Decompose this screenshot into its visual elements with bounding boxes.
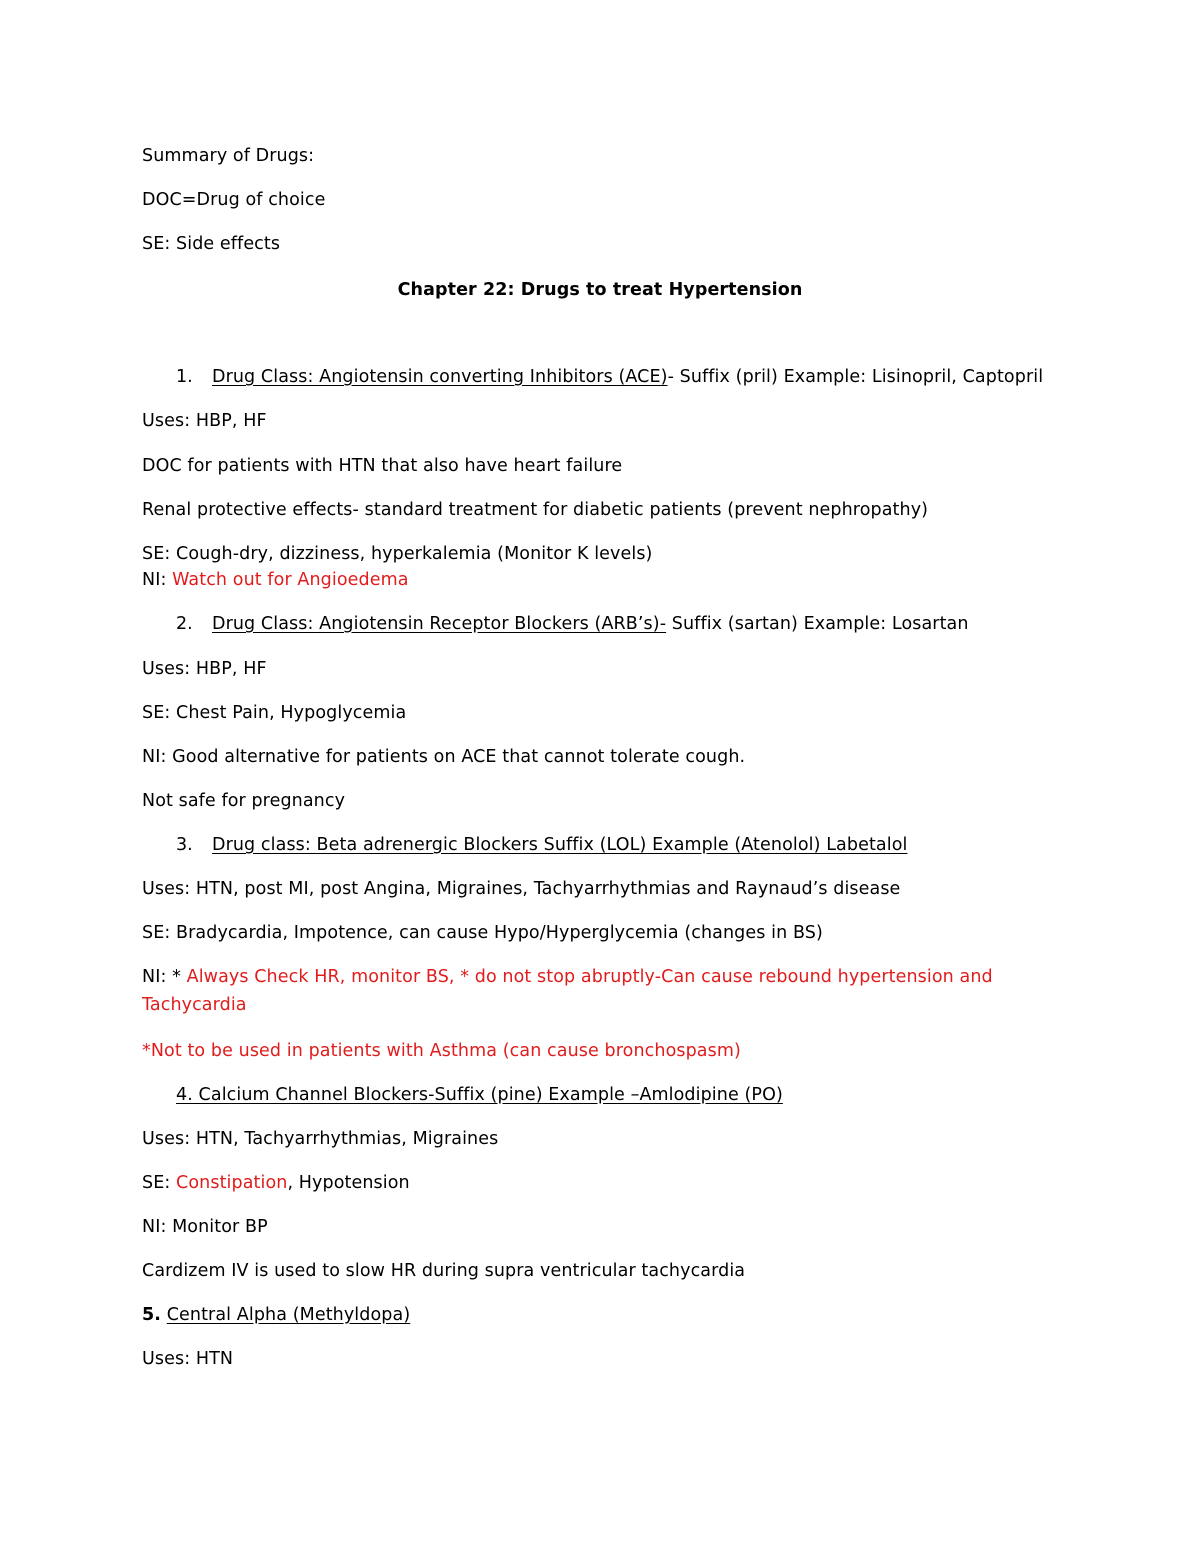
ace-renal: Renal protective effects- standard treatment for diabetic patients (prevent nephropathy) xyxy=(142,500,929,520)
item-1-tail: - Suffix (pril) Example: Lisinopril, Captopril xyxy=(667,367,1044,387)
beta-ni-warning-cont: Tachycardia xyxy=(142,995,247,1015)
ace-ni xyxy=(142,569,409,591)
chapter-title: Chapter 22: Drugs to treat Hypertension xyxy=(397,280,803,300)
ace-uses: Uses: HBP, HF xyxy=(142,411,267,431)
beta-ni-prefix: NI: * xyxy=(142,967,187,987)
item-3-number: 3. xyxy=(176,835,193,855)
arb-ni: NI: Good alternative for patients on ACE that cannot tolerate cough. xyxy=(142,747,746,767)
ccb-cardizem: Cardizem IV is used to slow HR during supra ventricular tachycardia xyxy=(142,1261,746,1281)
beta-uses: Uses: HTN, post MI, post Angina, Migraines, Tachyarrhythmias and Raynaud’s disease xyxy=(142,879,901,899)
se-definition: SE: Side effects xyxy=(142,234,281,254)
ccb-se-tail: , Hypotension xyxy=(287,1173,410,1193)
item-2-class-label: Drug Class: Angiotensin Receptor Blockers (ARB’s)- xyxy=(212,614,667,634)
item-4-heading: 4. Calcium Channel Blockers-Suffix (pine) Example –Amlodipine (PO) xyxy=(176,1085,783,1105)
item-5-class-label: Central Alpha (Methyldopa) xyxy=(166,1305,411,1325)
item-3-class-label: Drug class: Beta adrenergic Blockers Suffix (LOL) Example (Atenolol) Labetalol xyxy=(212,835,908,855)
doc-definition: DOC=Drug of choice xyxy=(142,190,326,210)
item-5-heading xyxy=(142,1304,410,1326)
ace-doc: DOC for patients with HTN that also have heart failure xyxy=(142,456,623,476)
ccb-se-constipation: Constipation xyxy=(176,1173,288,1193)
ccb-uses: Uses: HTN, Tachyarrhythmias, Migraines xyxy=(142,1129,499,1149)
arb-se: SE: Chest Pain, Hypoglycemia xyxy=(142,703,407,723)
ace-ni-prefix: NI: xyxy=(142,570,173,590)
summary-heading: Summary of Drugs: xyxy=(142,146,315,166)
ccb-se-prefix: SE: xyxy=(142,1173,177,1193)
beta-asthma-warning: *Not to be used in patients with Asthma (can cause bronchospasm) xyxy=(142,1041,741,1061)
beta-se: SE: Bradycardia, Impotence, can cause Hypo/Hyperglycemia (changes in BS) xyxy=(142,923,823,943)
item-2-tail: Suffix (sartan) Example: Losartan xyxy=(666,614,969,634)
item-1-class-label: Drug Class: Angiotensin converting Inhibitors (ACE) xyxy=(212,367,668,387)
alpha-uses: Uses: HTN xyxy=(142,1349,234,1369)
arb-pregnancy: Not safe for pregnancy xyxy=(142,791,346,811)
ace-se: SE: Cough-dry, dizziness, hyperkalemia (Monitor K levels) xyxy=(142,544,653,564)
ace-ni-warning: Watch out for Angioedema xyxy=(172,570,409,590)
item-1-number: 1. xyxy=(176,367,193,387)
arb-uses: Uses: HBP, HF xyxy=(142,659,267,679)
item-1-heading xyxy=(212,366,1043,388)
beta-ni-warning: Always Check HR, monitor BS, * do not stop abruptly-Can cause rebound hypertension and xyxy=(186,967,993,987)
ccb-ni: NI: Monitor BP xyxy=(142,1217,268,1237)
item-2-heading xyxy=(212,613,969,635)
item-2-number: 2. xyxy=(176,614,193,634)
item-5-number: 5. xyxy=(142,1305,162,1325)
ccb-se xyxy=(142,1172,410,1194)
beta-ni xyxy=(142,966,993,988)
